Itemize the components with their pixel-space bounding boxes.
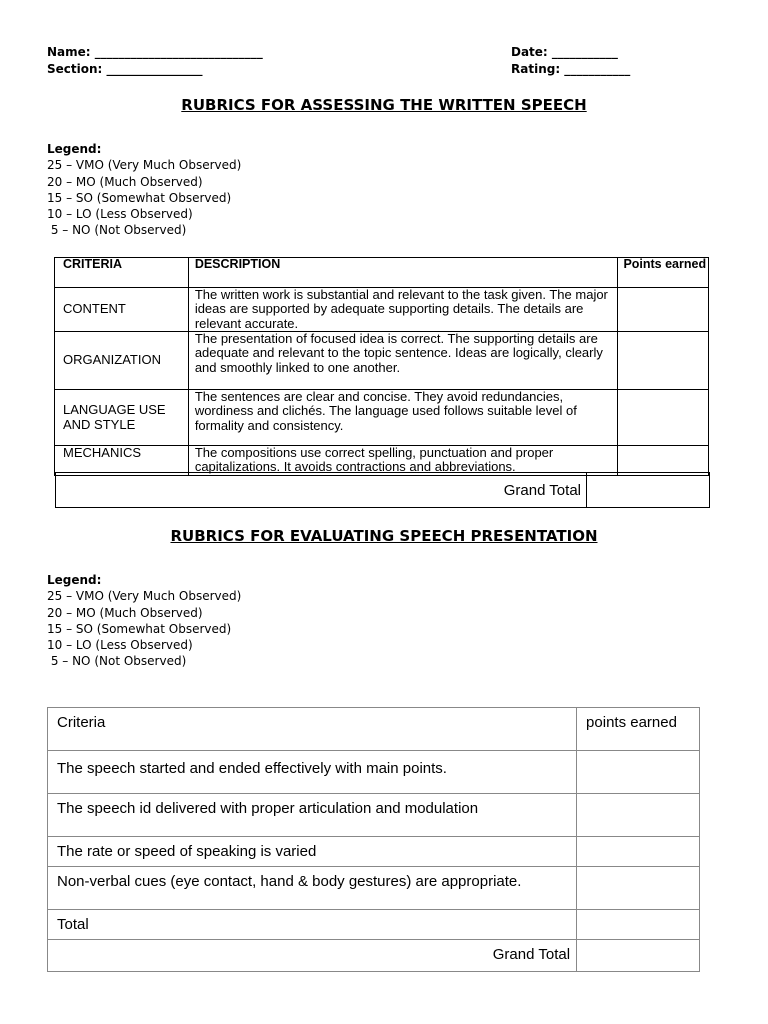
legend-item: 25 – VMO (Very Much Observed)	[47, 589, 242, 604]
rating-field-label: Rating: ___________	[511, 62, 631, 76]
criteria-cell: The speech started and ended effectively with main points.	[48, 751, 577, 794]
column-header-description: DESCRIPTION	[188, 258, 618, 288]
column-header-points: points earned	[577, 708, 700, 751]
criteria-cell: CONTENT	[55, 288, 189, 332]
grand-total-row	[48, 940, 700, 972]
grand-total-cell[interactable]	[586, 473, 709, 507]
criteria-cell: LANGUAGE USE AND STYLE	[55, 390, 189, 446]
rubric2-title: RUBRICS FOR EVALUATING SPEECH PRESENTATION	[170, 527, 598, 545]
points-cell[interactable]	[577, 867, 700, 910]
column-header-criteria: Criteria	[48, 708, 577, 751]
table-row	[48, 751, 700, 794]
section-field-label: Section: ________________	[47, 62, 203, 76]
legend-item: 5 – NO (Not Observed)	[47, 654, 187, 669]
total-row	[48, 910, 700, 940]
table-row	[55, 446, 709, 476]
criteria-cell: ORGANIZATION	[55, 332, 189, 390]
legend-title: Legend:	[47, 573, 102, 587]
date-field-label: Date: ___________	[511, 45, 618, 59]
legend-item: 10 – LO (Less Observed)	[47, 207, 193, 222]
written-speech-rubric-table	[54, 257, 709, 476]
name-field-label: Name: ____________________________	[47, 45, 263, 59]
legend-item: 20 – MO (Much Observed)	[47, 174, 203, 189]
legend-item: 15 – SO (Somewhat Observed)	[47, 621, 232, 636]
table-row	[55, 390, 709, 446]
rubric1-legend	[47, 141, 241, 239]
written-speech-grand-total	[55, 472, 710, 508]
legend-item: 15 – SO (Somewhat Observed)	[47, 190, 232, 205]
table-header-row	[55, 258, 709, 288]
legend-item: 10 – LO (Less Observed)	[47, 638, 193, 653]
legend-item: 5 – NO (Not Observed)	[47, 223, 187, 238]
table-row	[48, 867, 700, 910]
table-row	[48, 837, 700, 867]
table-row	[48, 794, 700, 837]
legend-item: 20 – MO (Much Observed)	[47, 605, 203, 620]
points-cell[interactable]	[618, 288, 709, 332]
criteria-cell: The speech id delivered with proper articulation and modulation	[48, 794, 577, 837]
grand-total-label: Grand Total	[48, 940, 577, 972]
criteria-cell: MECHANICS	[55, 446, 189, 476]
grand-total-cell[interactable]	[577, 940, 700, 972]
total-label: Total	[48, 910, 577, 940]
table-header-row	[48, 708, 700, 751]
description-cell: The sentences are clear and concise. They avoid redundancies, wordiness and clichés. The language used follows suitable level of formality and consistency.	[188, 390, 618, 446]
grand-total-label: Grand Total	[503, 482, 581, 499]
description-cell: The compositions use correct spelling, punctuation and proper capitalizations. It avoids contractions and abbreviations.	[188, 446, 618, 476]
description-cell: The presentation of focused idea is correct. The supporting details are adequate and relevant to the topic sentence. Ideas are logically, clearly and smoothly linked to one another.	[188, 332, 618, 390]
points-cell[interactable]	[577, 751, 700, 794]
points-cell[interactable]	[618, 390, 709, 446]
criteria-cell: The rate or speed of speaking is varied	[48, 837, 577, 867]
legend-title: Legend:	[47, 142, 102, 156]
legend-item: 25 – VMO (Very Much Observed)	[47, 158, 242, 173]
rubric1-title: RUBRICS FOR ASSESSING THE WRITTEN SPEECH	[181, 96, 587, 114]
description-cell: The written work is substantial and relevant to the task given. The major ideas are supported by adequate supporting details. The details are relevant accurate.	[188, 288, 618, 332]
table-row	[55, 332, 709, 390]
points-cell[interactable]	[618, 332, 709, 390]
criteria-cell: Non-verbal cues (eye contact, hand & body gestures) are appropriate.	[48, 867, 577, 910]
column-header-criteria: CRITERIA	[55, 258, 189, 288]
rubric2-legend	[47, 572, 241, 670]
points-cell[interactable]	[618, 446, 709, 476]
total-cell[interactable]	[577, 910, 700, 940]
points-cell[interactable]	[577, 794, 700, 837]
table-row	[55, 288, 709, 332]
speech-presentation-rubric-table	[47, 707, 700, 972]
column-header-points: Points earned	[618, 258, 709, 288]
points-cell[interactable]	[577, 837, 700, 867]
